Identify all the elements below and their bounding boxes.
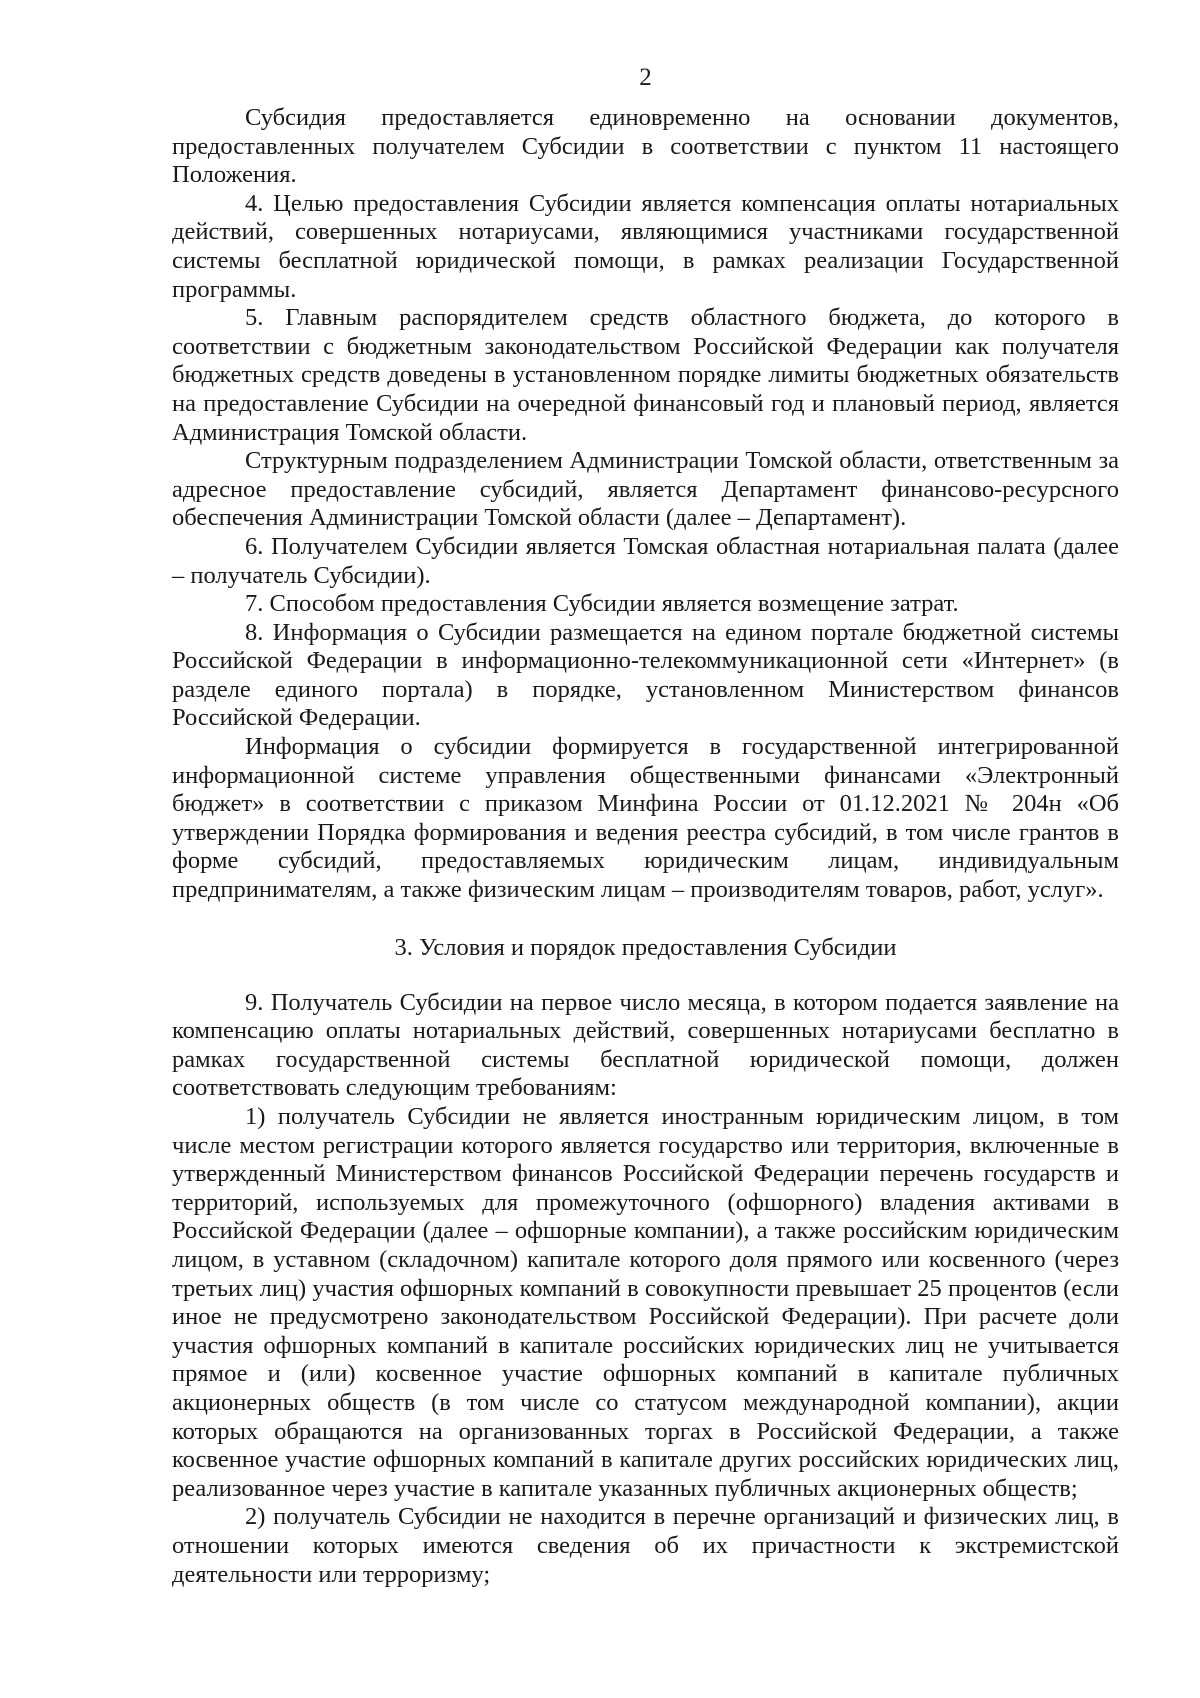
paragraph-item-7: 7. Способом предоставления Субсидии является возмещение затрат. (245, 590, 959, 618)
paragraph-item-5: 5. Главным распорядителем средств областного бюджета, до которого в соответствии с бюджетным законодательством Российской Федерации как получателя бюджетных средств доведены в установленном порядке лимиты бюджетных обязательств на предоставление Субсидии на очередной финансовый год и плановый период, является Администрация Томской области. (172, 304, 1119, 446)
document-page (172, 58, 1119, 1589)
paragraph-item-4: 4. Целью предоставления Субсидии является компенсация оплаты нотариальных действий, совершенных нотариусами, являющимися участниками государственной системы бесплатной юридической помощи, в рамках реализации Государственной программы. (172, 189, 1119, 303)
paragraph-subsidy-information: Информация о субсидии формируется в государственной интегрированной информационной системе управления общественными финансами «Электронный бюджет» в соответствии с приказом Минфина России от 01.12.2021 № 204н «Об утверждении Порядка формирования и ведения реестра субсидий, в том числе грантов в форме субсидий, предоставляемых юридическим лицам, индивидуальным предпринимателям, а также физическим лицам – производителям товаров, работ, услуг». (172, 733, 1119, 904)
paragraph-subsidy-one-time: Субсидия предоставляется единовременно на основании документов, предоставленных получателем Субсидии в соответствии с пунктом 11 настоящего Положения. (172, 104, 1119, 189)
paragraph-item-6: 6. Получателем Субсидии является Томская областная нотариальная палата (далее – получатель Субсидии). (172, 532, 1119, 589)
section-title: 3. Условия и порядок предоставления Субсидии (394, 933, 897, 961)
paragraph-structural-unit: Структурным подразделением Администрации Томской области, ответственным за адресное предоставление субсидий, является Департамент финансово-ресурсного обеспечения Администрации Томской области (далее – Департамент). (172, 447, 1119, 532)
page-number: 2 (639, 64, 652, 91)
paragraph-requirement-1: 1) получатель Субсидии не является иностранным юридическим лицом, в том числе местом регистрации которого является государство или территория, включенные в утвержденный Министерством финансов Российской Федерации перечень государств и территорий, используемых для промежуточного (офшорного) владения активами в Российской Федерации (далее – офшорные компании), а также российским юридическим лицом, в уставном (складочном) капитале которого доля прямого или косвенного (через третьих лиц) участия офшорных компаний в совокупности превышает 25 процентов (если иное не предусмотрено законодательством Российской Федерации). При расчете доли участия офшорных компаний в капитале российских юридических лиц не учитывается прямое и (или) косвенное участие офшорных компаний в капитале публичных акционерных обществ (в том числе со статусом международной компании), акции которых обращаются на организованных торгах в Российской Федерации, а также косвенное участие офшорных компаний в капитале других российских юридических лиц, реализованное через участие в капитале указанных публичных акционерных обществ; (172, 1103, 1119, 1502)
paragraph-item-9: 9. Получатель Субсидии на первое число месяца, в котором подается заявление на компенсацию оплаты нотариальных действий, совершенных нотариусами бесплатно в рамках государственной системы бесплатной юридической помощи, должен соответствовать следующим требованиям: (172, 988, 1119, 1102)
paragraph-item-8: 8. Информация о Субсидии размещается на едином портале бюджетной системы Российской Федерации в информационно-телекоммуникационной сети «Интернет» (в разделе единого портала) в порядке, установленном Министерством финансов Российской Федерации. (172, 618, 1119, 732)
paragraph-requirement-2: 2) получатель Субсидии не находится в перечне организаций и физических лиц, в отношении которых имеются сведения об их причастности к экстремистской деятельности или терроризму; (172, 1503, 1119, 1588)
